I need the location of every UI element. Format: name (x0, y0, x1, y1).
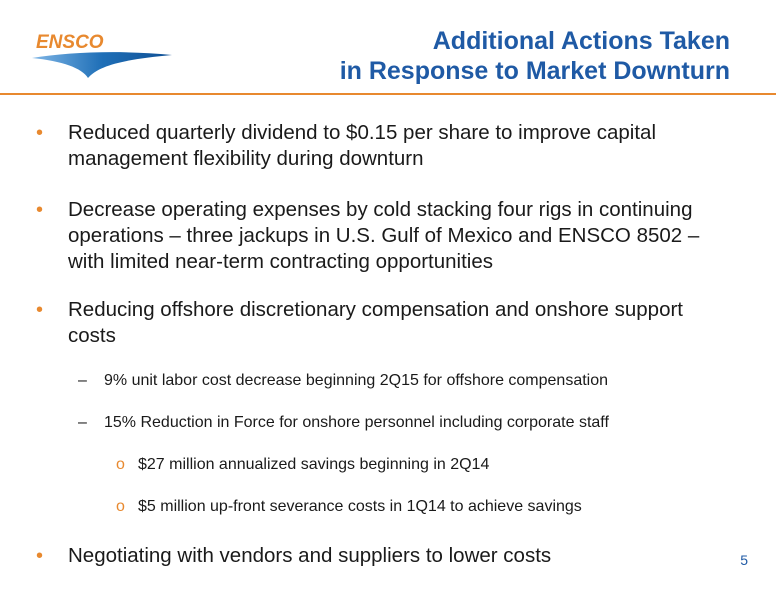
slide-title-line-2: in Response to Market Downturn (339, 57, 730, 85)
sub-sub-bullet-marker: o (116, 498, 125, 515)
bullet-text: Reducing offshore discretionary compensation and onshore support costs (68, 298, 683, 347)
bullet-marker: • (36, 199, 44, 221)
sub-bullet-marker: – (78, 372, 87, 389)
sub-sub-bullet-text: $5 million up-front severance costs in 1Q14 to achieve savings (138, 498, 582, 515)
sub-bullet-text: 9% unit labor cost decrease beginning 2Q15 for offshore compensation (104, 372, 609, 389)
bullet-item (36, 297, 726, 349)
bullet-marker: • (36, 299, 44, 321)
sub-sub-bullet-item (116, 455, 736, 475)
sub-bullet-marker: – (78, 414, 87, 431)
sub-bullet-item (78, 413, 738, 433)
bullet-marker: • (36, 122, 44, 144)
bullet-marker: • (36, 545, 44, 567)
bullet-item (36, 197, 726, 275)
logo-wordmark: ENSCO (36, 32, 104, 53)
sub-sub-bullet-text: $27 million annualized savings beginning in 2Q14 (138, 456, 490, 473)
slide-title-line-1: Additional Actions Taken (432, 27, 730, 55)
bullet-item (36, 543, 726, 569)
bullet-text: Negotiating with vendors and suppliers to lower costs (68, 544, 552, 567)
bullet-text: Decrease operating expenses by cold stacking four rigs in continuing operations – three jackups in U.S. Gulf of Mexico and ENSCO 8502 – with limited near-term contracting opportunities (68, 198, 700, 273)
bullet-item (36, 120, 726, 172)
sub-sub-bullet-item (116, 497, 736, 517)
sub-bullet-item (78, 371, 738, 391)
page-number: 5 (740, 552, 748, 568)
sub-sub-bullet-marker: o (116, 456, 125, 473)
bullet-text: Reduced quarterly dividend to $0.15 per share to improve capital management flexibility during downturn (68, 121, 657, 170)
sub-bullet-text: 15% Reduction in Force for onshore personnel including corporate staff (104, 414, 609, 431)
